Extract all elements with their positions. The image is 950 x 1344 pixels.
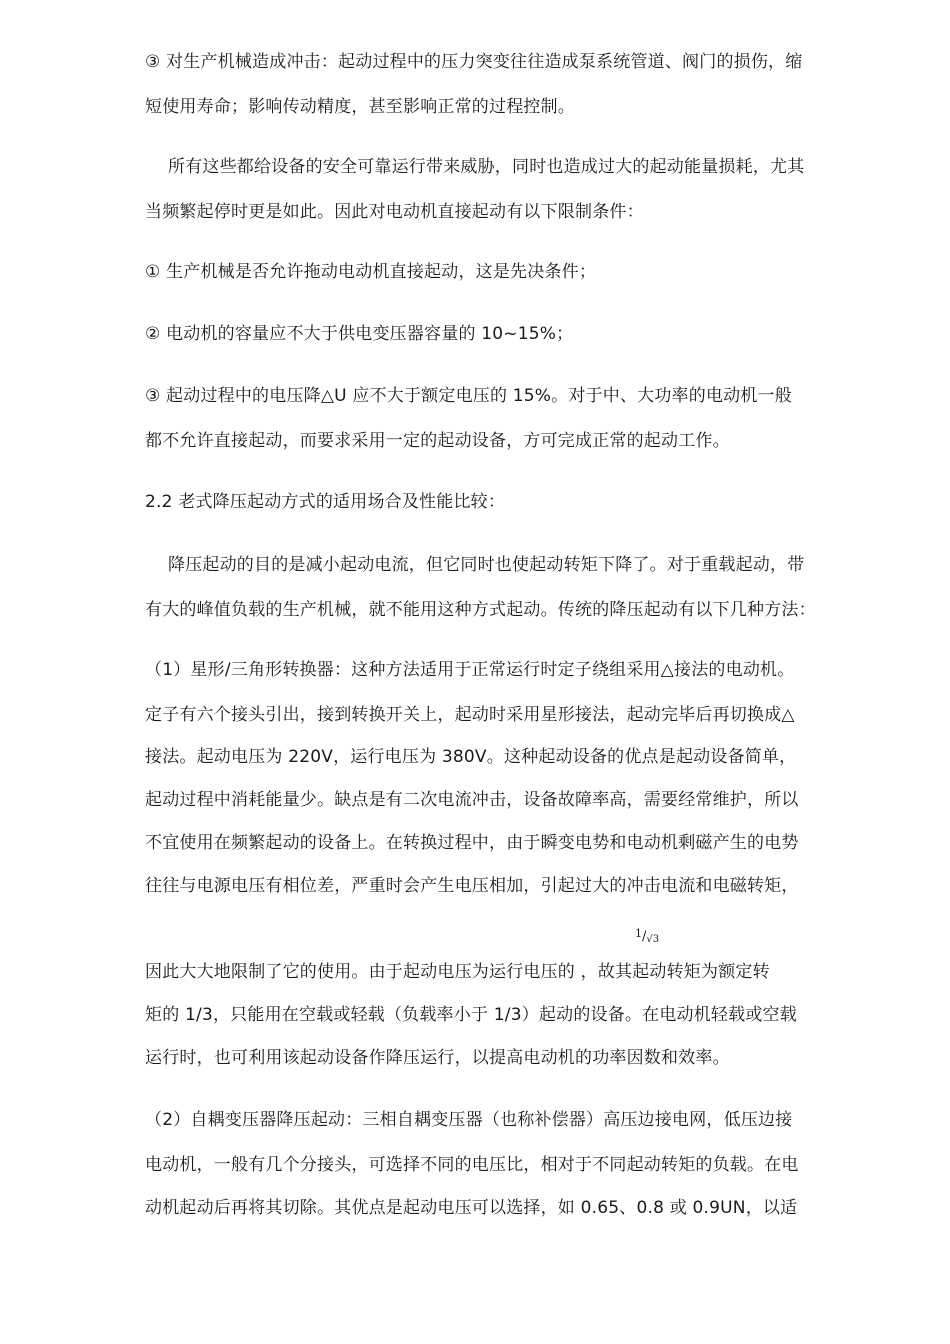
fraction-one-over-root-three [635,927,660,945]
text-line: 接法。起动电压为 220V，运行电压为 380V。这种起动设备的优点是起动设备简单， [145,747,797,767]
text-line: 短使用寿命；影响传动精度，甚至影响正常的过程控制。 [145,97,575,117]
text-line: 当频繁起停时更是如此。因此对电动机直接起动有以下限制条件： [145,202,644,222]
text-line: ① 生产机械是否允许拖动电动机直接起动，这是先决条件； [145,262,597,282]
text-line: 运行时，也可利用该起动设备作降压运行，以提高电动机的功率因数和效率。 [145,1048,730,1068]
text-line: 因此大大地限制了它的使用。由于起动电压为运行电压的 ，故其起动转矩为额定转 [145,962,770,982]
text-line: 有大的峰值负载的生产机械，就不能用这种方式起动。传统的降压起动有以下几种方法： [145,600,816,620]
text-line: 降压起动的目的是减小起动电流，但它同时也使起动转矩下降了。对于重载起动，带 [168,555,805,575]
text-line: 不宜使用在频繁起动的设备上。在转换过程中，由于瞬变电势和电动机剩磁产生的电势 [145,833,799,853]
text-line: 往往与电源电压有相位差，严重时会产生电压相加，引起过大的冲击电流和电磁转矩， [145,876,799,896]
text-line: 矩的 1/3，只能用在空载或轻载（负载率小于 1/3）起动的设备。在电动机轻载或空载 [145,1005,797,1025]
text-line: 起动过程中消耗能量少。缺点是有二次电流冲击，设备故障率高，需要经常维护，所以 [145,790,799,810]
section-heading: 2.2 老式降压起动方式的适用场合及性能比较： [145,492,506,512]
text-line: ③ 起动过程中的电压降△U 应不大于额定电压的 15%。对于中、大功率的电动机一般 [145,386,792,406]
text-line: ② 电动机的容量应不大于供电变压器容量的 10~15%； [145,324,574,344]
text-line: （2）自耦变压器降压起动：三相自耦变压器（也称补偿器）高压边接电网，低压边接 [145,1110,793,1130]
text-line: 所有这些都给设备的安全可靠运行带来威胁，同时也造成过大的起动能量损耗，尤其 [168,157,805,177]
fraction-denominator: √3 [646,934,660,945]
fraction-numerator: 1 [635,927,642,940]
fraction-slash: / [642,929,647,944]
text-line: 定子有六个接头引出，接到转换开关上，起动时采用星形接法，起动完毕后再切换成△ [145,705,795,725]
text-line: ③ 对生产机械造成冲击：起动过程中的压力突变往往造成泵系统管道、阀门的损伤，缩 [145,52,803,72]
text-line: 都不允许直接起动，而要求采用一定的起动设备，方可完成正常的起动工作。 [145,431,730,451]
text-line: （1）星形/三角形转换器：这种方法适用于正常运行时定子绕组采用△接法的电动机。 [145,660,795,680]
text-line: 电动机，一般有几个分接头，可选择不同的电压比，相对于不同起动转矩的负载。在电 [145,1155,799,1175]
text-line: 动机起动后再将其切除。其优点是起动电压可以选择，如 0.65、0.8 或 0.9UN，以适 [145,1198,798,1218]
